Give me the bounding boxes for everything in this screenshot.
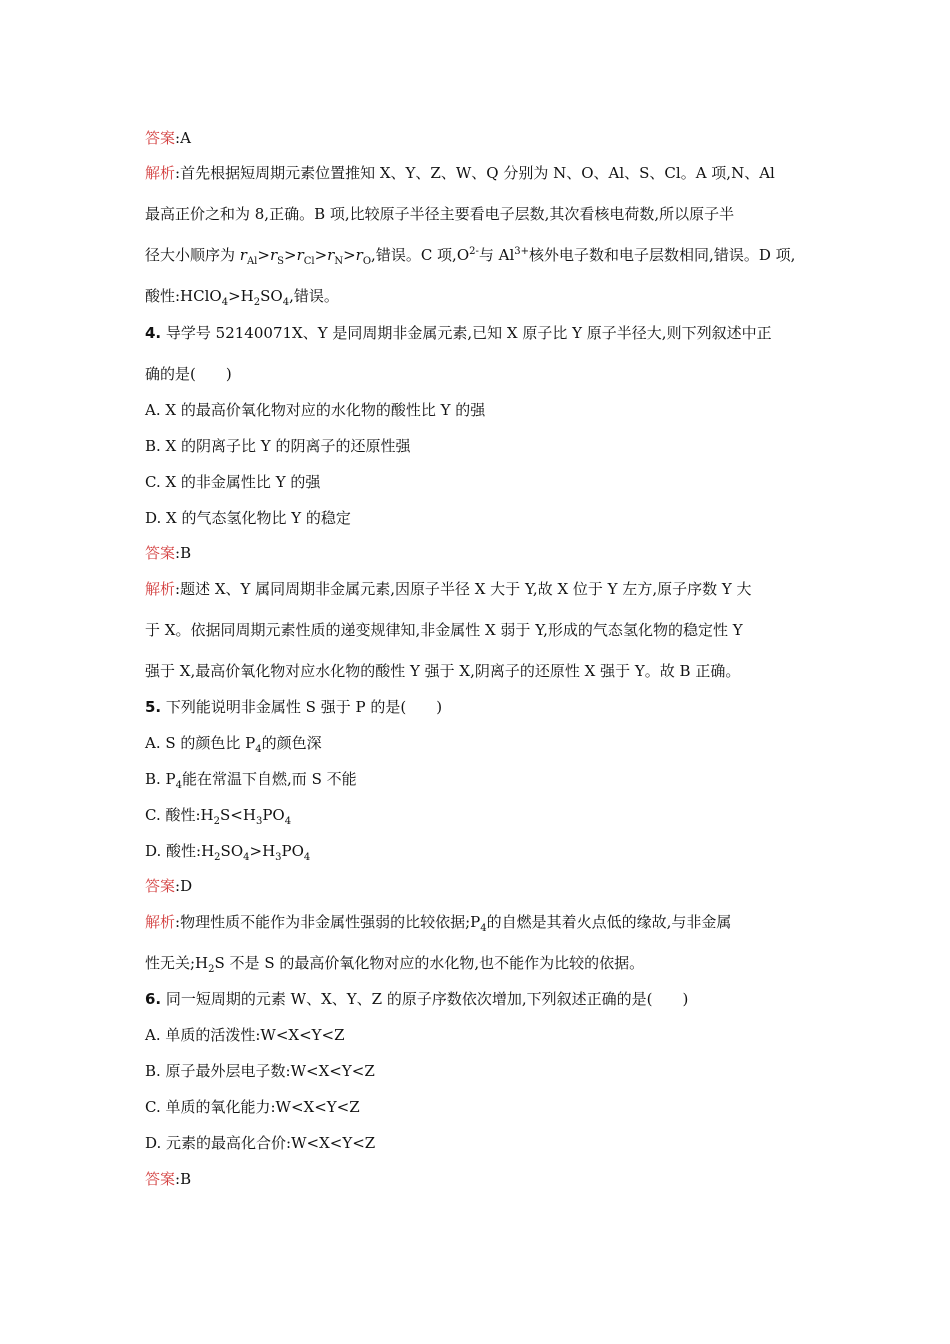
option-d: D. X 的气态氢化物比 Y 的稳定 — [145, 509, 351, 527]
answer-label: 答案 — [145, 544, 176, 562]
question-number: 6. — [145, 990, 162, 1008]
answer-line-3 — [145, 128, 191, 148]
option-c: C. 酸性$:H_2S<H_3PO_4$ — [145, 806, 292, 827]
analysis-line: 解析:物理性质不能作为非金属性强弱的比较依据$;P_4$的自燃是其着火点低的缘故,与非金属 — [145, 913, 732, 934]
answer-line-5 — [145, 876, 192, 896]
analysis-line: 最高正价之和为 8,正确。B 项,比较原子半径主要看电子层数,其次看核电荷数,所以原子半 — [145, 205, 735, 223]
option-a: A. X 的最高价氧化物对应的水化物的酸性比 Y 的强 — [145, 401, 486, 419]
question-4-stem-cont: 确的是( ) — [145, 365, 232, 383]
analysis-line: 解析:题述 X、Y 属同周期非金属元素,因原子半径 X 大于 Y,故 X 位于 Y 左方,原子序数 Y 大 — [145, 580, 752, 598]
answer-label: 答案 — [145, 877, 176, 895]
question-4-stem: 4. 导学号 52140071X、Y 是同周期非金属元素,已知 X 原子比 Y 原子半径大,则下列叙述中正 — [145, 324, 772, 342]
answer-value: :D — [175, 877, 193, 895]
answer-label: 答案 — [145, 129, 176, 147]
analysis-label: 解析 — [145, 580, 176, 598]
option-a: A. S 的颜色比 $P_4$的颜色深 — [145, 734, 322, 755]
option-c: C. 单质的氧化能力:W<X<Y<Z — [145, 1098, 360, 1116]
option-d: D. 酸性$:H_2SO_4>H_3PO_4$ — [145, 842, 311, 863]
answer-value: :B — [175, 1170, 192, 1188]
option-b: B. X 的阴离子比 Y 的阴离子的还原性强 — [145, 437, 411, 455]
option-d: D. 元素的最高化合价:W<X<Y<Z — [145, 1134, 376, 1152]
answer-value: :A — [175, 129, 191, 147]
answer-line-6 — [145, 1169, 191, 1189]
question-number: 4. — [145, 324, 162, 342]
question-6-stem: 6. 同一短周期的元素 W、X、Y、Z 的原子序数依次增加,下列叙述正确的是( ) — [145, 990, 689, 1008]
analysis-line: 径大小顺序为 $r_{Al}>r_S>r_{Cl}>r_N>r_O$,错误。C 项$,O^{2-}$与 $Al^{3+}$核外电子数和电子层数相同,错误。D 项, — [145, 246, 796, 267]
analysis-line: 于 X。依据同周期元素性质的递变规律知,非金属性 X 弱于 Y,形成的气态氢化物的稳定性 Y — [145, 621, 743, 639]
option-b: B. 原子最外层电子数:W<X<Y<Z — [145, 1062, 375, 1080]
option-a: A. 单质的活泼性:W<X<Y<Z — [145, 1026, 345, 1044]
analysis-line: 强于 X,最高价氧化物对应水化物的酸性 Y 强于 X,阴离子的还原性 X 强于 Y。故 B 正确。 — [145, 662, 741, 680]
analysis-line: 解析:首先根据短周期元素位置推知 X、Y、Z、W、Q 分别为 N、O、Al、S、Cl。A 项,N、Al — [145, 164, 775, 182]
analysis-line: 酸性$:HClO_4>H_2SO_4$,错误。 — [145, 287, 339, 308]
question-5-stem: 5. 下列能说明非金属性 S 强于 P 的是( ) — [145, 698, 443, 716]
analysis-label: 解析 — [145, 913, 176, 931]
analysis-label: 解析 — [145, 164, 176, 182]
question-number: 5. — [145, 698, 162, 716]
answer-value: :B — [175, 544, 192, 562]
answer-label: 答案 — [145, 1170, 176, 1188]
option-c: C. X 的非金属性比 Y 的强 — [145, 473, 321, 491]
answer-line-4 — [145, 543, 191, 563]
option-b: B. $P_4$能在常温下自燃,而 S 不能 — [145, 770, 357, 791]
analysis-line: 性无关$;H_2S$ 不是 S 的最高价氧化物对应的水化物,也不能作为比较的依据。 — [145, 954, 645, 975]
